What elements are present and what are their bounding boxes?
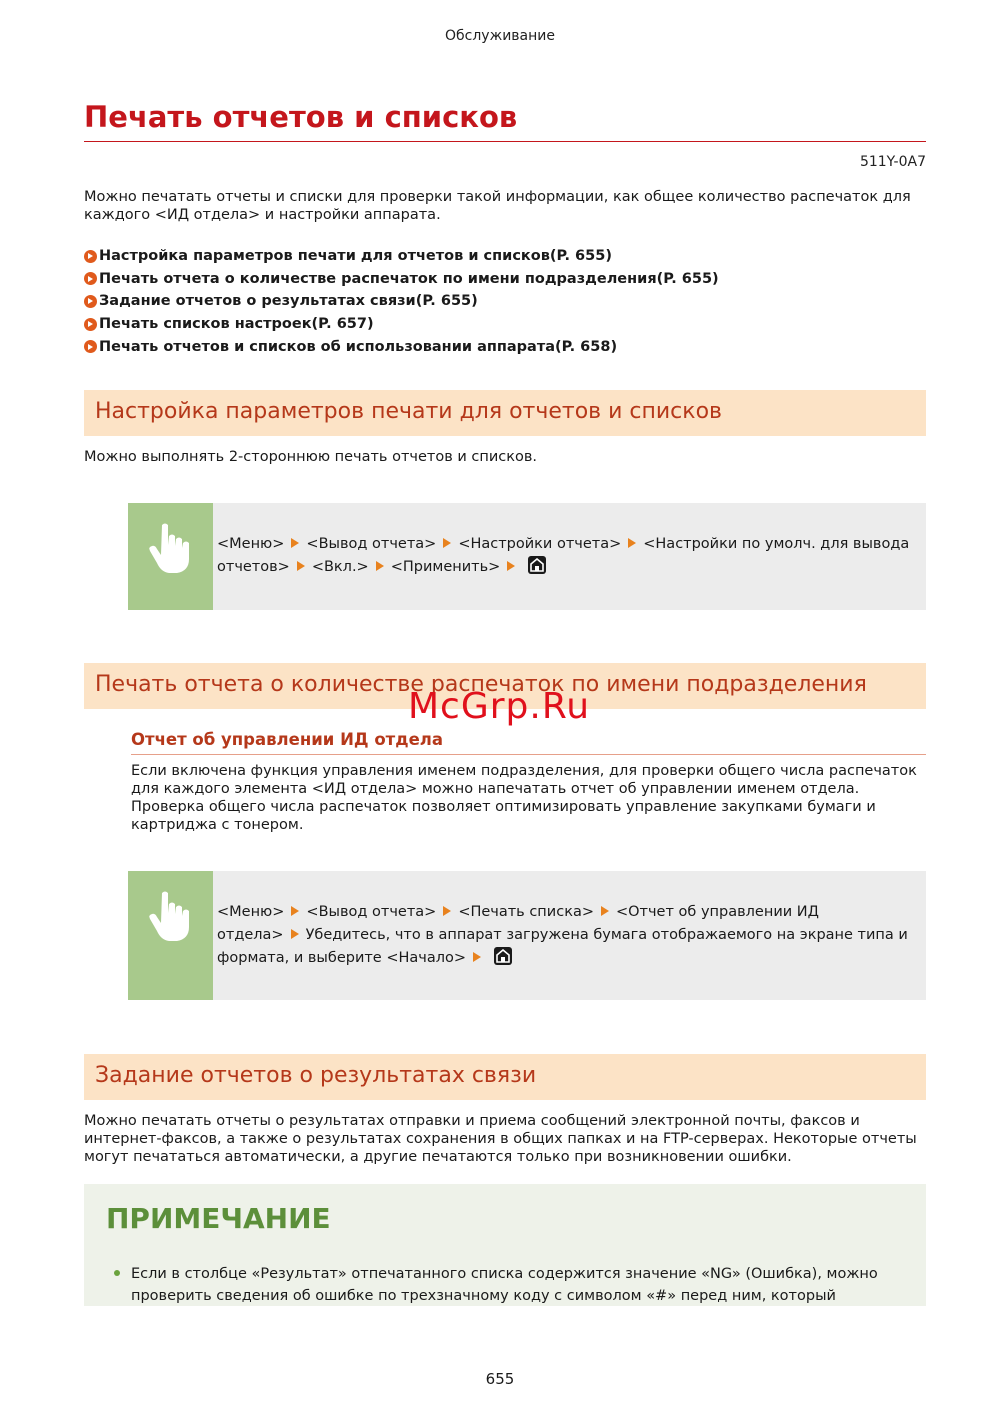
note-item: Если в столбце «Результат» отпечатанного списка содержится значение «NG» (Ошибка), можно проверить сведения об ошибке по трехзначному коду с символом «#» перед ним, который (131, 1266, 878, 1304)
orange-triangle-icon (376, 561, 384, 571)
subsection-underline (131, 754, 926, 755)
bullet-dot-icon (114, 1270, 120, 1276)
procedure-box (128, 503, 926, 610)
procedure-steps (217, 901, 908, 970)
procedure-box (128, 871, 926, 1000)
section-paragraph: Можно выполнять 2-стороннюю печать отчетов и списков. (84, 449, 538, 465)
intro-paragraph: Можно печатать отчеты и списки для проверки такой информации, как общее количество распечаток для каждого <ИД отдела> и настройки аппарата. (84, 189, 911, 223)
touch-hand-panel (128, 503, 213, 610)
note-title: ПРИМЕЧАНИЕ (106, 1202, 331, 1235)
touch-hand-icon (148, 521, 192, 577)
page-number: 655 (485, 1370, 515, 1388)
procedure-line: <Меню> <Вывод отчета> <Печать списка> <Отчет об управлении ИД (217, 904, 819, 920)
circle-arrow-icon (84, 340, 97, 353)
section-title: Печать отчета о количестве распечаток по имени подразделения (95, 672, 867, 697)
document-code: 511Y-0A7 (859, 154, 926, 170)
orange-triangle-icon (291, 538, 299, 548)
topic-links (84, 245, 926, 358)
orange-triangle-icon (291, 929, 299, 939)
section-paragraph: Можно печатать отчеты о результатах отправки и приема сообщений электронной почты, факсов и интернет-факсов, а также о результатах сохранения в общих папках и на FTP-серверах. Некоторые отчеты могут печататься автоматически, а другие печатаются только при возникновении ошибки. (84, 1113, 917, 1165)
orange-triangle-icon (297, 561, 305, 571)
section-title: Задание отчетов о результатах связи (95, 1063, 537, 1088)
procedure-steps (217, 533, 909, 579)
procedure-line: отдела> Убедитесь, что в аппарат загружена бумага отображаемого на экране типа и (217, 927, 908, 943)
section-header-print-settings (84, 390, 926, 436)
orange-triangle-icon (601, 906, 609, 916)
orange-triangle-icon (507, 561, 515, 571)
title-underline (84, 141, 926, 142)
section-title: Настройка параметров печати для отчетов и списков (95, 399, 722, 424)
topic-link[interactable]: Задание отчетов о результатах связи(P. 655) (84, 290, 926, 313)
touch-hand-icon (148, 889, 192, 945)
circle-arrow-icon (84, 295, 97, 308)
home-key-icon (494, 947, 512, 965)
watermark: McGrp.Ru (408, 686, 591, 727)
orange-triangle-icon (291, 906, 299, 916)
page-title: Печать отчетов и списков (84, 100, 518, 134)
topic-link[interactable]: Настройка параметров печати для отчетов и списков(P. 655) (84, 245, 926, 268)
procedure-line: формата, и выберите <Начало> (217, 947, 908, 970)
subsection-heading: Отчет об управлении ИД отдела (131, 730, 443, 749)
section-header-comm-reports (84, 1054, 926, 1100)
orange-triangle-icon (443, 906, 451, 916)
circle-arrow-icon (84, 272, 97, 285)
running-header: Обслуживание (445, 28, 555, 44)
note-box (84, 1184, 926, 1306)
subsection-paragraph: Если включена функция управления именем подразделения, для проверки общего числа распечаток для каждого элемента <ИД отдела> можно напечатать отчет об управлении именем отдела. Проверка общего числа распечаток позволяет оптимизировать управление закупками бумаги и картриджа с тонером. (131, 763, 917, 833)
orange-triangle-icon (473, 952, 481, 962)
topic-link[interactable]: Печать списков настроек(P. 657) (84, 313, 926, 336)
orange-triangle-icon (443, 538, 451, 548)
topic-link[interactable]: Печать отчетов и списков об использовании аппарата(P. 658) (84, 335, 926, 358)
circle-arrow-icon (84, 318, 97, 331)
procedure-line: <Меню> <Вывод отчета> <Настройки отчета> <Настройки по умолч. для вывода (217, 536, 910, 552)
orange-triangle-icon (628, 538, 636, 548)
topic-link[interactable]: Печать отчета о количестве распечаток по имени подразделения(P. 655) (84, 268, 926, 291)
touch-hand-panel (128, 871, 213, 1000)
home-key-icon (528, 556, 546, 574)
procedure-line: отчетов> <Вкл.> <Применить> (217, 556, 909, 579)
circle-arrow-icon (84, 250, 97, 263)
